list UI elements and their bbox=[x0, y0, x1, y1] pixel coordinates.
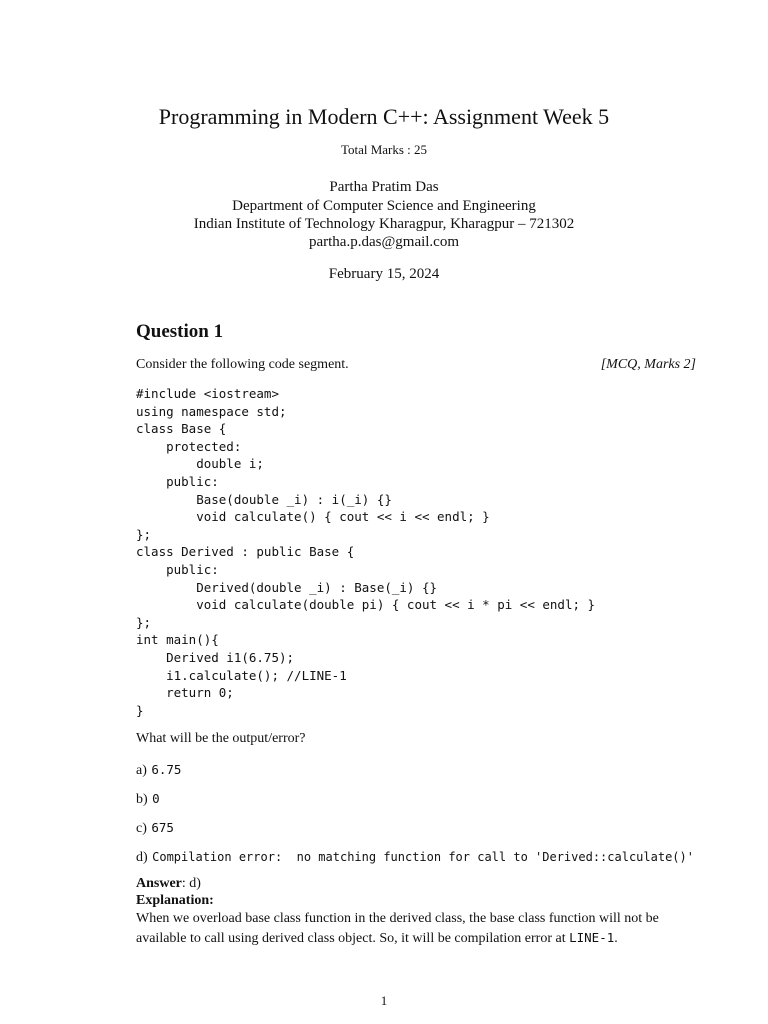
code-line: void calculate() { cout << i << endl; } bbox=[136, 509, 490, 525]
option-text: 6.75 bbox=[151, 762, 182, 777]
document-title: Programming in Modern C++: Assignment Week 5 bbox=[158, 104, 610, 129]
author-email: partha.p.das@gmail.com bbox=[308, 234, 460, 250]
document-date: February 15, 2024 bbox=[328, 266, 440, 282]
code-line: public: bbox=[136, 473, 219, 489]
option-text: 675 bbox=[151, 820, 174, 835]
answer-line bbox=[136, 876, 201, 892]
author-institute: Indian Institute of Technology Kharagpur, Kharagpur – 721302 bbox=[193, 216, 575, 232]
code-line: i1.calculate(); //LINE-1 bbox=[136, 667, 347, 683]
explanation-title: Explanation: bbox=[136, 893, 214, 908]
question-prompt: Consider the following code segment. bbox=[136, 357, 349, 372]
explanation-line-2 bbox=[136, 930, 618, 947]
explanation-line-1: When we overload base class function in the derived class, the base class function will not be bbox=[136, 911, 659, 926]
author-name: Partha Pratim Das bbox=[329, 179, 439, 195]
option-label: b) bbox=[136, 792, 148, 807]
option-label: d) bbox=[136, 850, 148, 865]
option-text: Compilation error: no matching function for call to 'Derived::calculate()' bbox=[152, 850, 694, 864]
code-line: int main(){ bbox=[136, 632, 219, 648]
code-line: Base(double _i) : i(_i) {} bbox=[136, 491, 392, 507]
code-line: } bbox=[136, 702, 144, 718]
explanation-end: . bbox=[614, 931, 618, 946]
option-text: 0 bbox=[152, 791, 160, 806]
code-line: public: bbox=[136, 561, 219, 577]
code-line: void calculate(double pi) { cout << i * pi << endl; } bbox=[136, 597, 596, 613]
option-c bbox=[136, 820, 174, 837]
option-label: a) bbox=[136, 763, 147, 778]
question-text: What will be the output/error? bbox=[136, 731, 306, 746]
code-line: #include <iostream> bbox=[136, 386, 279, 401]
total-marks: Total Marks : 25 bbox=[340, 142, 428, 157]
code-line: class Base { bbox=[136, 421, 227, 437]
question-meta: [MCQ, Marks 2] bbox=[600, 357, 696, 372]
option-label: c) bbox=[136, 821, 147, 836]
code-line: protected: bbox=[136, 438, 242, 454]
answer-value: : d) bbox=[181, 876, 201, 891]
option-b bbox=[136, 791, 160, 808]
explanation-text: available to call using derived class object. So, it will be compilation error at bbox=[136, 931, 570, 946]
code-line: class Derived : public Base { bbox=[136, 544, 355, 560]
option-a bbox=[136, 762, 181, 779]
answer-label: Answer bbox=[136, 876, 182, 891]
code-line: using namespace std; bbox=[136, 403, 287, 419]
code-line: }; bbox=[136, 526, 152, 542]
code-line: Derived(double _i) : Base(_i) {} bbox=[136, 579, 438, 595]
code-line: double i; bbox=[136, 456, 264, 472]
question-title: Question 1 bbox=[136, 321, 224, 342]
code-line: Derived i1(6.75); bbox=[136, 649, 295, 665]
option-d bbox=[136, 849, 694, 866]
code-line: return 0; bbox=[136, 685, 234, 701]
code-line: }; bbox=[136, 614, 152, 630]
explanation-code: LINE-1 bbox=[569, 930, 615, 945]
page-number: 1 bbox=[380, 993, 388, 1008]
code-block bbox=[136, 385, 595, 719]
author-department: Department of Computer Science and Engineering bbox=[232, 198, 536, 214]
